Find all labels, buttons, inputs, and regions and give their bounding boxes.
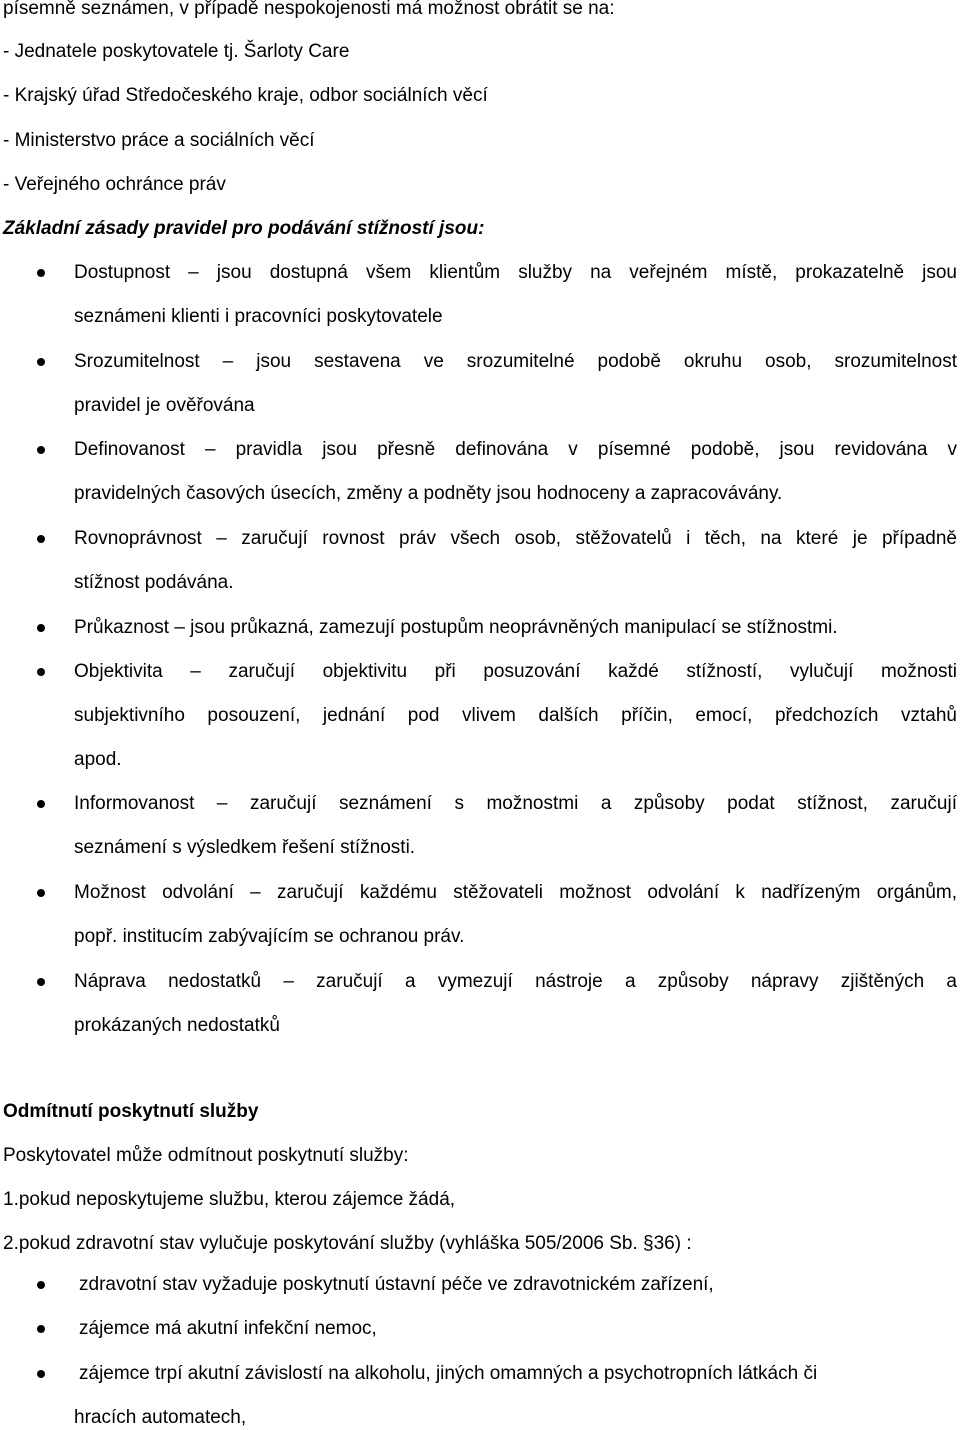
list-item-line: Náprava nedostatků – zaručují a vymezují nástroje a způsoby nápravy zjištěných a [74, 971, 957, 992]
list-item-line: pravidel je ověřována [74, 395, 255, 416]
bullet-icon [37, 1325, 45, 1333]
list-item-line: zájemce trpí akutní závislostí na alkoholu, jiných omamných a psychotropních látkách či [79, 1363, 818, 1384]
bullet-icon [37, 535, 45, 543]
list-item-line: subjektivního posouzení, jednání pod vlivem dalších příčin, emocí, předchozích vztahů [74, 705, 957, 726]
list-item-line: apod. [74, 749, 122, 770]
bullet-icon [37, 978, 45, 986]
bullet-icon [37, 800, 45, 808]
list-item-line: Informovanost – zaručují seznámení s možnostmi a způsoby podat stížnost, zaručují [74, 793, 957, 814]
list-item-line: Možnost odvolání – zaručují každému stěžovateli možnost odvolání k nadřízeným orgánům, [74, 882, 957, 903]
bullet-icon [37, 1370, 45, 1378]
bullet-icon [37, 446, 45, 454]
refusal-lead: Poskytovatel může odmítnout poskytnutí služby: [3, 1145, 409, 1166]
list-item-line: Definovanost – pravidla jsou přesně definována v písemné podobě, jsou revidována v [74, 439, 957, 460]
list-item-line: Průkaznost – jsou průkazná, zamezují postupům neoprávněných manipulací se stížnostmi. [74, 617, 838, 638]
numbered-item: 2.pokud zdravotní stav vylučuje poskytování služby (vyhláška 505/2006 Sb. §36) : [3, 1233, 692, 1254]
bullet-icon [37, 668, 45, 676]
list-item-line: Objektivita – zaručují objektivitu při posuzování každé stížností, vylučují možnosti [74, 661, 957, 682]
list-item-line: seznámení s výsledkem řešení stížnosti. [74, 837, 416, 858]
list-item-line: stížnost podávána. [74, 572, 234, 593]
bullet-icon [37, 1281, 45, 1289]
contact-item: - Veřejného ochránce práv [3, 174, 226, 195]
intro-text: písemně seznámen, v případě nespokojenosti má možnost obrátit se na: [3, 0, 615, 19]
bullet-icon [37, 889, 45, 897]
list-item-line: hracích automatech, [74, 1407, 247, 1428]
list-item-line: prokázaných nedostatků [74, 1015, 280, 1036]
contact-item: - Jednatele poskytovatele tj. Šarloty Care [3, 41, 350, 62]
list-item-line: Dostupnost – jsou dostupná všem klientům služby na veřejném místě, prokazatelně jsou [74, 262, 957, 283]
refusal-heading: Odmítnutí poskytnutí služby [3, 1101, 259, 1122]
list-item-line: pravidelných časových úsecích, změny a podněty jsou hodnoceny a zapracovávány. [74, 483, 783, 504]
contact-item: - Ministerstvo práce a sociálních věcí [3, 130, 315, 151]
principles-heading: Základní zásady pravidel pro podávání stížností jsou: [3, 218, 485, 239]
numbered-item: 1.pokud neposkytujeme službu, kterou zájemce žádá, [3, 1189, 456, 1210]
list-item-line: Rovnoprávnost – zaručují rovnost práv všech osob, stěžovatelů i těch, na které je případně [74, 528, 957, 549]
bullet-icon [37, 358, 45, 366]
list-item-line: popř. institucím zabývajícím se ochranou práv. [74, 926, 465, 947]
bullet-icon [37, 624, 45, 632]
list-item-line: zdravotní stav vyžaduje poskytnutí ústavní péče ve zdravotnickém zařízení, [79, 1274, 714, 1295]
list-item-line: Srozumitelnost – jsou sestavena ve srozumitelné podobě okruhu osob, srozumitelnost [74, 351, 957, 372]
bullet-icon [37, 269, 45, 277]
list-item-line: zájemce má akutní infekční nemoc, [79, 1318, 377, 1339]
contact-item: - Krajský úřad Středočeského kraje, odbor sociálních věcí [3, 85, 488, 106]
list-item-line: seznámeni klienti i pracovníci poskytovatele [74, 306, 443, 327]
